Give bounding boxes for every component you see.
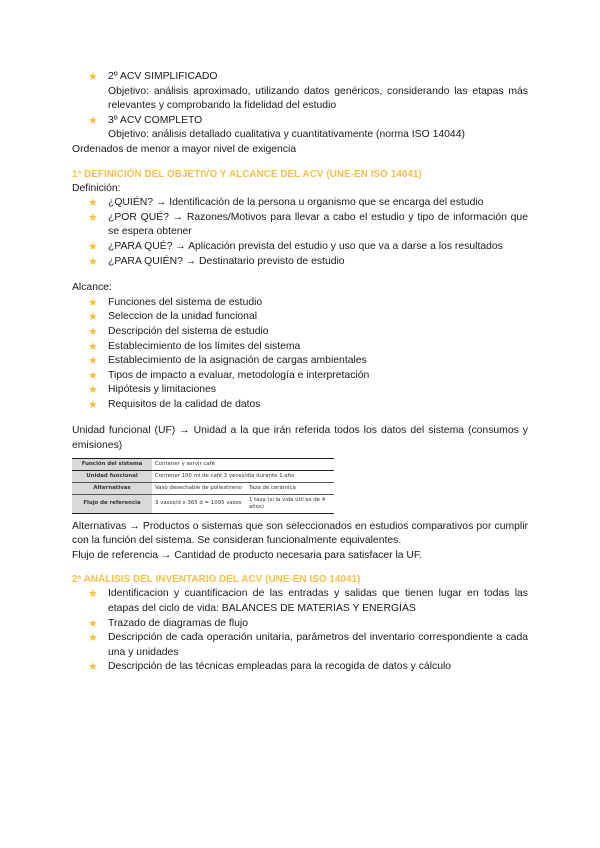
star-bullet-icon: ★ — [88, 255, 98, 268]
table-label: Unidad funcional — [72, 470, 152, 482]
list-item — [0, 631, 600, 660]
order-note: Ordenados de menor a mayor nivel de exigencia — [72, 143, 297, 155]
inventory-item: Trazado de diagramas de flujo — [108, 617, 248, 629]
table-cell: Taza de cerámica — [246, 482, 334, 494]
reference-flow-text: Flujo de referencia → Cantidad de producto necesaria para satisfacer la UF. — [72, 549, 423, 561]
scope-item: Requisitos de la calidad de datos — [108, 398, 261, 410]
table-label: Flujo de referencia — [72, 494, 152, 513]
star-bullet-icon: ★ — [88, 71, 98, 83]
star-bullet-icon: ★ — [88, 311, 98, 324]
star-bullet-icon: ★ — [88, 369, 98, 382]
list-item — [0, 340, 600, 355]
definition-item: ¿PARA QUIÉN? → Destinatario previsto de estudio — [108, 255, 345, 267]
star-bullet-icon: ★ — [88, 296, 98, 309]
list-item — [0, 196, 600, 211]
list-item — [0, 354, 600, 369]
list-item — [0, 255, 600, 270]
scope-item: Establecimiento de los límites del sistema — [108, 340, 301, 352]
alternatives-text: Alternativas → Productos o sistemas que son seleccionados en estudios comparativos por cumplir con la función del sistema. Se consideran funcionalmente equivalentes. — [72, 520, 528, 547]
list-item — [0, 70, 600, 85]
star-bullet-icon: ★ — [88, 632, 98, 645]
table-label: Alternativas — [72, 482, 152, 494]
star-bullet-icon: ★ — [88, 617, 98, 630]
table-cell: Contener 100 ml de café 3 veces/día durante 1 año — [152, 470, 334, 482]
section-heading: 1ª DEFINICIÓN DEL OBJETIVO Y ALCANCE DEL ACV (UNE-EN ISO 14041) — [72, 168, 422, 180]
star-bullet-icon: ★ — [88, 211, 98, 224]
star-bullet-icon: ★ — [88, 384, 98, 397]
definition-item: ¿PARA QUÉ? → Aplicación prevista del estudio y uso que va a darse a los resultados — [108, 240, 503, 252]
list-item — [0, 325, 600, 340]
star-bullet-icon: ★ — [88, 325, 98, 338]
list-item — [0, 617, 600, 632]
acv-type-objective: Objetivo: análisis detallado cualitativa y cuantitativamente (norma ISO 14044) — [108, 129, 465, 141]
scope-item: Tipos de impacto a evaluar, metodología e interpretación — [108, 369, 370, 381]
star-bullet-icon: ★ — [88, 661, 98, 674]
scope-item: Funciones del sistema de estudio — [108, 296, 263, 308]
list-item — [0, 240, 600, 255]
definition-item: ¿POR QUÉ? → Razones/Motivos para llevar a cabo el estudio y tipo de información que se espera obtener — [108, 211, 528, 238]
definition-item: ¿QUIÉN? → Identificación de la persona u organismo que se encarga del estudio — [108, 197, 484, 209]
list-item — [0, 398, 600, 413]
acv-type-title: 3º ACV COMPLETO — [108, 114, 203, 126]
functional-unit-table — [72, 458, 334, 514]
list-item — [0, 310, 600, 325]
acv-type-title: 2º ACV SIMPLIFICADO — [108, 71, 218, 82]
functional-unit-text: Unidad funcional (UF) → Unidad a la que irán referida todos los datos del sistema (consumos y emisiones) — [72, 425, 528, 452]
inventory-item: Descripción de cada operación unitaria, parámetros del inventario correspondiente a cada una y unidades — [108, 632, 528, 658]
list-item — [0, 114, 600, 129]
star-bullet-icon: ★ — [88, 197, 98, 210]
star-bullet-icon: ★ — [88, 398, 98, 411]
table-cell: Vaso desechable de poliestireno — [152, 482, 246, 494]
acv-type-objective: Objetivo: análisis aproximado, utilizando datos genéricos, considerando las etapas más relevantes y comprobando la fidelidad del estudio — [108, 85, 528, 112]
table-cell: Contener y servir café — [152, 458, 334, 470]
star-bullet-icon: ★ — [88, 588, 98, 601]
inventory-item: Descripción de las técnicas empleadas para la recogida de datos y cálculo — [108, 661, 452, 673]
table-label: Función del sistema — [72, 458, 152, 470]
scope-item: Descripción del sistema de estudio — [108, 325, 269, 337]
star-bullet-icon: ★ — [88, 240, 98, 253]
scope-label: Alcance: — [72, 282, 112, 294]
scope-item: Hipótesis y limitaciones — [108, 384, 216, 396]
list-item — [0, 383, 600, 398]
star-bullet-icon: ★ — [88, 355, 98, 368]
star-bullet-icon: ★ — [88, 114, 98, 127]
list-item — [0, 587, 600, 616]
list-item — [0, 296, 600, 311]
list-item — [0, 369, 600, 384]
table-cell: 3 vasos/d x 365 d = 1095 vasos — [152, 494, 246, 513]
table-cell: 1 taza (si la vida útil es de 4 años) — [246, 494, 334, 513]
list-item — [0, 211, 600, 240]
inventory-item: Identificacion y cuantificacion de las entradas y salidas que tienen lugar en todas las etapas del ciclo de vida: BALANCES DE MATERIAS Y ENERGÍAS — [108, 588, 528, 615]
section-heading: 2ª ANÁLISIS DEL INVENTARIO DEL ACV (UNE-EN ISO 14041) — [72, 574, 361, 586]
scope-item: Establecimiento de la asignación de cargas ambientales — [108, 355, 367, 367]
list-item — [0, 660, 600, 675]
star-bullet-icon: ★ — [88, 340, 98, 353]
definition-label: Definición: — [72, 182, 121, 194]
scope-item: Seleccion de la unidad funcional — [108, 311, 258, 323]
